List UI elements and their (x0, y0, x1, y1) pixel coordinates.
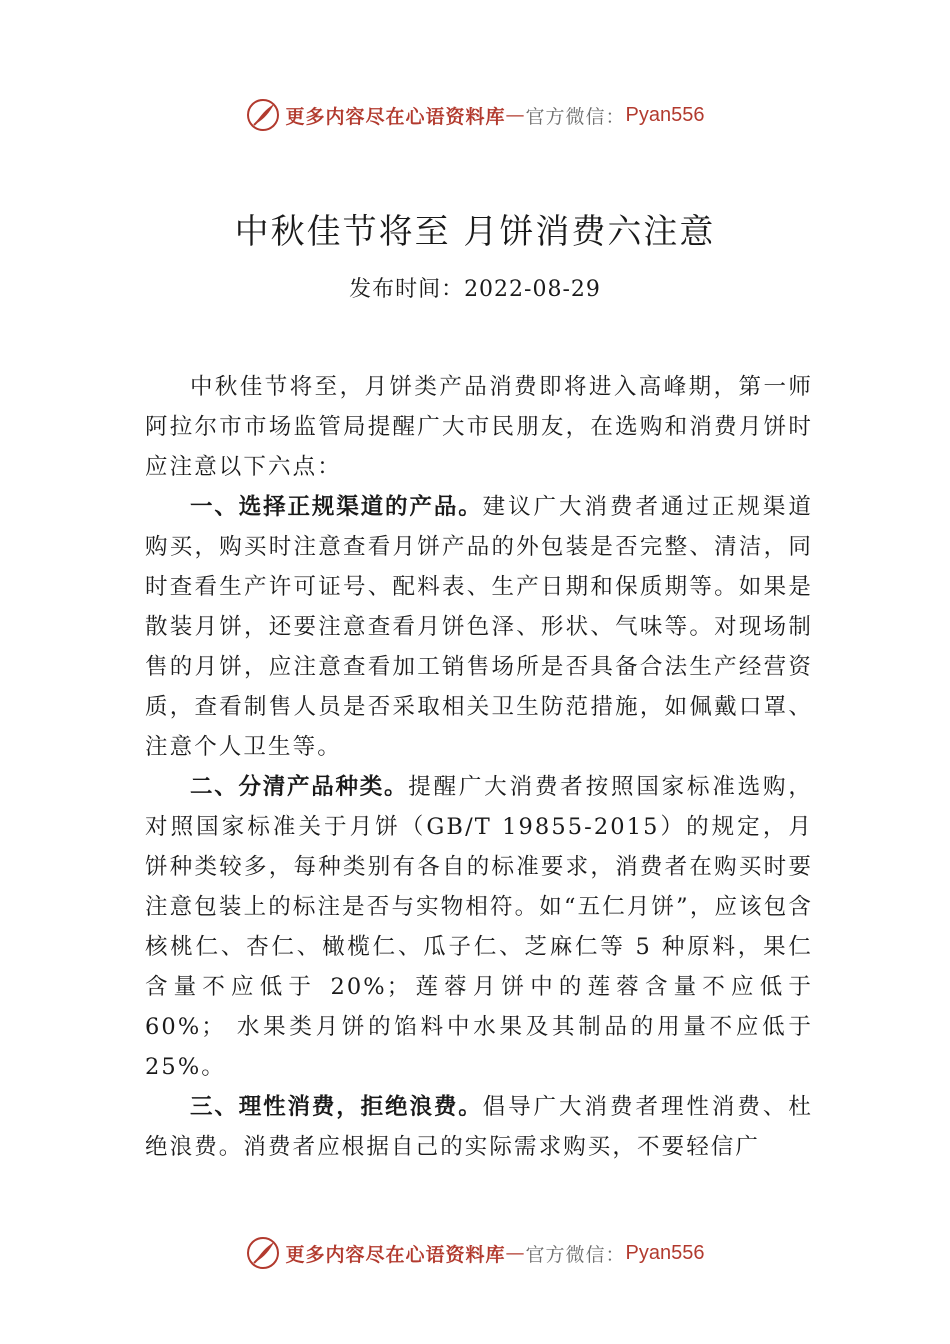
point-body: 建议广大消费者通过正规渠道购买，购买时注意查看月饼产品的外包装是否完整、清洁，同时查看生产许可证号、配料表、生产日期和保质期等。如果是散装月饼，还要注意查看月饼色泽、形状、气味等。对现场制售的月饼，应注意查看加工销售场所是否具备合法生产经营资质，查看制售人员是否采取相关卫生防范措施，如佩戴口罩、注意个人卫生等。 (145, 494, 813, 760)
article-body (145, 367, 813, 1167)
banner-wechat-handle: Pyan556 (625, 1241, 705, 1264)
banner-wechat-handle: Pyan556 (625, 103, 705, 126)
point-heading: 一、选择正规渠道的产品。 (190, 494, 483, 520)
point-body: 倡导广大消费者理性消费、杜绝浪费。消费者应根据自己的实际需求购买，不要轻信广 (145, 1094, 813, 1160)
quill-logo-icon (246, 1236, 280, 1270)
footer-banner (0, 1233, 950, 1273)
quill-logo-icon (246, 98, 280, 132)
point-paragraph (145, 1087, 813, 1167)
banner-dash: — (505, 104, 526, 126)
point-paragraph (145, 767, 813, 1087)
banner-dash: — (505, 1242, 526, 1264)
banner-brand-text: 更多内容尽在心语资料库 (285, 105, 506, 128)
banner-wechat-label: 官方微信： (525, 105, 626, 128)
banner-brand-text: 更多内容尽在心语资料库 (285, 1243, 506, 1266)
point-paragraph (145, 487, 813, 767)
point-heading: 二、分清产品种类。 (190, 774, 409, 800)
publish-date: 发布时间：2022-08-29 (349, 277, 601, 302)
point-heading: 三、理性消费，拒绝浪费。 (190, 1094, 483, 1120)
intro-paragraph: 中秋佳节将至，月饼类产品消费即将进入高峰期，第一师阿拉尔市市场监管局提醒广大市民朋友，在选购和消费月饼时应注意以下六点： (145, 374, 813, 480)
header-banner (0, 95, 950, 135)
point-body: 提醒广大消费者按照国家标准选购，对照国家标准关于月饼（GB/T 19855-2015）的规定，月饼种类较多，每种类别有各自的标准要求，消费者在购买时要注意包装上的标注是否与实物相符。如“五仁月饼”，应该包含核桃仁、杏仁、橄榄仁、瓜子仁、芝麻仁等 5 种原料，果仁含量不应低于 20%；莲蓉月饼中的莲蓉含量不应低于 60%； 水果类月饼的馅料中水果及其制品的用量不应低于 25%。 (145, 774, 813, 1080)
banner-wechat-label: 官方微信： (525, 1243, 626, 1266)
article-title: 中秋佳节将至 月饼消费六注意 (234, 212, 716, 252)
